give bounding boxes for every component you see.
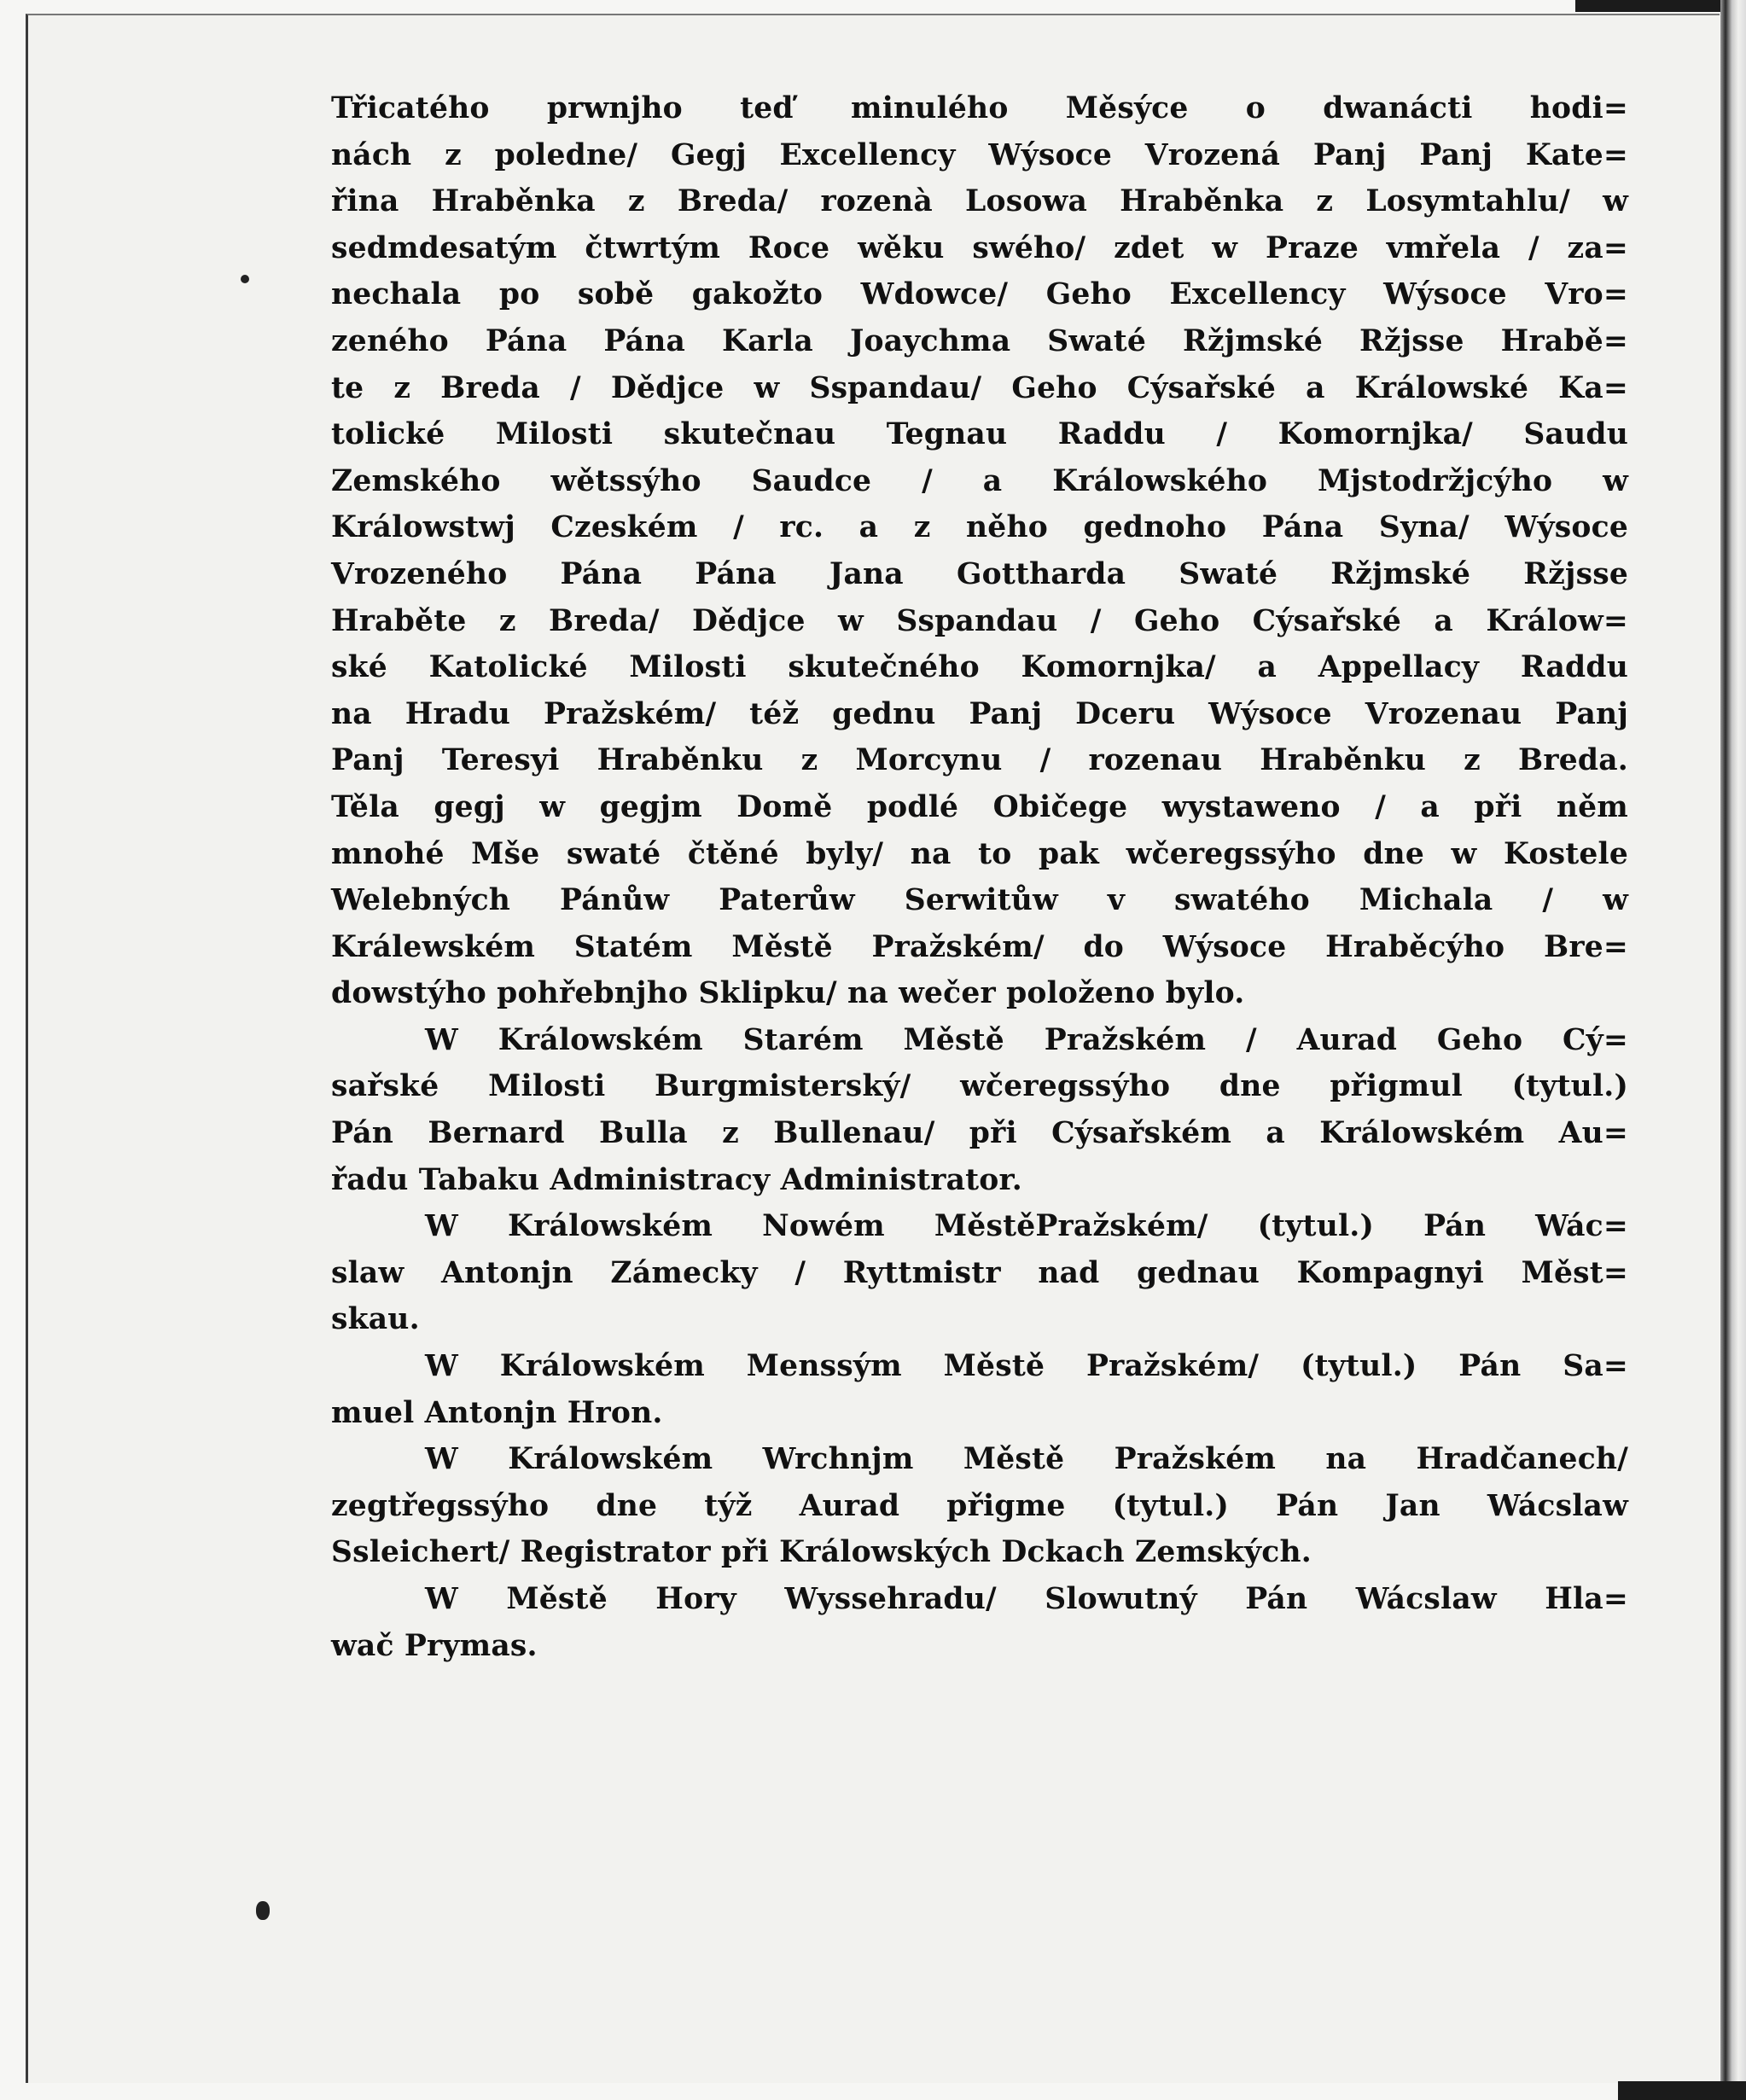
- text-line: nách z poledne/ Gegj Excellency Wýsoce Vrozená Panj Panj Kate=: [331, 137, 1628, 172]
- text-line: na Hradu Pražském/ též gednu Panj Dceru Wýsoce Vrozenau Panj: [331, 696, 1628, 731]
- scan-bottom-edge: [1618, 2081, 1746, 2100]
- text-line: te z Breda / Dědjce w Sspandau/ Geho Cýsařské a Králowské Ka=: [331, 370, 1628, 405]
- ink-speck: [241, 275, 249, 283]
- text-line: řina Hraběnka z Breda/ rozenà Losowa Hraběnka z Losymtahlu/ w: [331, 184, 1628, 219]
- text-line: Ssleichert/ Registrator při Králowských Dckach Zemských.: [331, 1535, 1312, 1570]
- text-line: Pán Bernard Bulla z Bullenau/ při Cýsařském a Králowském Au=: [331, 1116, 1628, 1151]
- text-line: wač Prymas.: [331, 1628, 538, 1663]
- text-line: Hraběte z Breda/ Dědjce w Sspandau / Geho Cýsařské a Králow=: [331, 603, 1628, 638]
- document-body: [331, 85, 1628, 1669]
- text-line: slaw Antonjn Zámecky / Ryttmistr nad gednau Kompagnyi Měst=: [331, 1255, 1628, 1290]
- text-line: Králowstwj Czeském / rc. a z něho gednoho Pána Syna/ Wýsoce: [331, 510, 1628, 545]
- text-line: W Králowském Starém Městě Pražském / Aurad Geho Cý=: [425, 1022, 1628, 1057]
- text-line: skau.: [331, 1302, 420, 1337]
- text-line: W Králowském Wrchnjm Městě Pražském na Hradčanech/: [425, 1442, 1628, 1477]
- text-line: W Městě Hory Wyssehradu/ Slowutný Pán Wácslaw Hla=: [425, 1582, 1628, 1616]
- text-line: řadu Tabaku Administracy Administrator.: [331, 1162, 1022, 1197]
- text-line: Vrozeného Pána Pána Jana Gotthardа Swaté Ržjmské Ržjsse: [331, 556, 1628, 591]
- text-line: mnohé Mše swaté čtěné byly/ na to pak wčeregssýho dne w Kostele: [331, 836, 1628, 871]
- text-line: Třicatého prwnjho teď minulého Měsýce o dwanácti hodi=: [331, 91, 1628, 125]
- text-line: Welebných Pánůw Paterůw Serwitůw v swatého Michala / w: [331, 883, 1628, 918]
- text-line: sařské Milosti Burgmisterský/ wčeregssýho dne přigmul (tytul.): [331, 1069, 1628, 1104]
- scan-right-edge: [1720, 0, 1746, 2100]
- text-line: W Králowském Menssým Městě Pražském/ (tytul.) Pán Sa=: [425, 1349, 1628, 1384]
- text-line: Zemského wětssýho Saudce / a Králowského Mjstodržjcýho w: [331, 463, 1628, 498]
- text-line: W Králowském Nowém MěstěPražském/ (tytul.) Pán Wác=: [425, 1209, 1628, 1244]
- text-line: ské Katolické Milosti skutečného Komornjka/ a Appellacy Raddu: [331, 650, 1628, 685]
- text-line: Panj Teresyi Hraběnku z Morcynu / rozenau Hraběnku z Breda.: [331, 743, 1628, 778]
- ink-speck: [256, 1901, 270, 1920]
- text-line: zeného Pána Pána Karla Joaychma Swaté Ržjmské Ržjsse Hrabě=: [331, 323, 1628, 358]
- text-line: Těla gegj w gegjm Domě podlé Običege wystaweno / a při něm: [331, 789, 1628, 824]
- text-line: Králewském Statém Městě Pražském/ do Wýsoce Hraběcýho Bre=: [331, 929, 1628, 964]
- text-line: zegtřegssýho dne týž Aurad přigme (tytul.) Pán Jan Wácslaw: [331, 1488, 1628, 1523]
- text-line: tolické Milosti skutečnau Tegnau Raddu / Komornjka/ Saudu: [331, 417, 1628, 452]
- text-line: sedmdesatým čtwrtým Roce wěku swého/ zdet w Praze vmřela / za=: [331, 230, 1628, 265]
- text-line: dowstýho pohřebnjho Sklipku/ na wečer položeno bylo.: [331, 976, 1245, 1011]
- text-line: nechala po sobě gakožto Wdowce/ Geho Excellency Wýsoce Vro=: [331, 277, 1628, 312]
- text-line: muel Antonjn Hron.: [331, 1395, 663, 1430]
